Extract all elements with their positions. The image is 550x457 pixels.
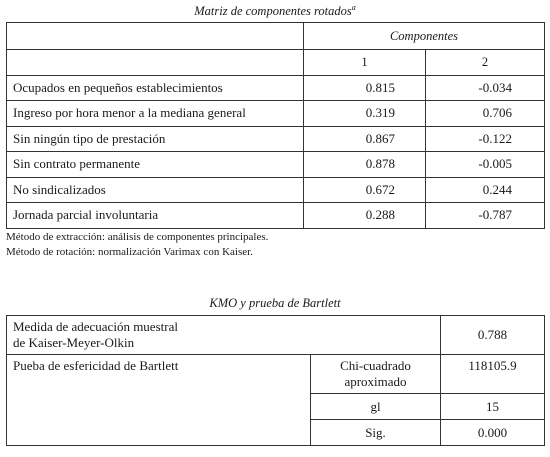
row-label: Jornada parcial involuntaria xyxy=(7,203,304,229)
rotated-matrix-title: Matriz de componentes rotados xyxy=(194,4,352,18)
component-1-value: 0.878 xyxy=(304,152,426,178)
caption-footnote-mark: a xyxy=(351,2,356,12)
table-row xyxy=(7,203,545,229)
kmo-label-line-2: de Kaiser-Meyer-Olkin xyxy=(13,335,135,350)
component-2-value: 0.244 xyxy=(426,177,545,203)
table-row xyxy=(7,152,545,178)
rotated-component-matrix-table xyxy=(6,22,545,229)
kmo-bartlett-table xyxy=(6,315,545,446)
component-2-value: -0.122 xyxy=(426,126,545,152)
row-label: Ingreso por hora menor a la mediana general xyxy=(7,101,304,127)
rotation-method-note: Método de rotación: normalización Varimax con Kaiser. xyxy=(6,246,253,258)
row-label: Ocupados en pequeños establecimientos xyxy=(7,75,304,101)
subheader-empty-cell xyxy=(7,50,304,76)
table-row xyxy=(7,126,545,152)
component-1-value: 0.288 xyxy=(304,203,426,229)
sig-value: 0.000 xyxy=(441,420,545,446)
table-notes xyxy=(6,230,268,260)
row-label: No sindicalizados xyxy=(7,177,304,203)
extraction-method-note: Método de extracción: análisis de componentes principales. xyxy=(6,231,269,243)
row-label: Sin ningún tipo de prestación xyxy=(7,126,304,152)
component-2-value: -0.787 xyxy=(426,203,545,229)
chi-square-label-line-1: Chi-cuadrado xyxy=(340,358,411,373)
chi-square-label-cell xyxy=(311,355,441,394)
component-2-value: 0.706 xyxy=(426,101,545,127)
chi-square-label-line-2: aproximado xyxy=(344,374,407,389)
component-1-header: 1 xyxy=(304,50,426,76)
component-2-value: -0.005 xyxy=(426,152,545,178)
kmo-row xyxy=(7,316,545,355)
component-1-value: 0.815 xyxy=(304,75,426,101)
table-row xyxy=(7,75,545,101)
kmo-bartlett-caption: KMO y prueba de Bartlett xyxy=(209,296,341,310)
rotated-matrix-caption xyxy=(0,4,550,18)
header-empty-cell xyxy=(7,23,304,50)
table-subheader-row xyxy=(7,50,545,76)
sig-label: Sig. xyxy=(311,420,441,446)
kmo-label-cell xyxy=(7,316,441,355)
kmo-label-line-1: Medida de adecuación muestral xyxy=(13,319,178,334)
gl-value: 15 xyxy=(441,394,545,420)
chi-square-value: 118105.9 xyxy=(441,355,545,394)
row-label: Sin contrato permanente xyxy=(7,152,304,178)
kmo-value: 0.788 xyxy=(441,316,545,355)
gl-label: gl xyxy=(311,394,441,420)
component-1-value: 0.672 xyxy=(304,177,426,203)
table-header-row xyxy=(7,23,545,50)
bartlett-label: Pueba de esfericidad de Bartlett xyxy=(7,355,311,446)
bartlett-chi-row xyxy=(7,355,545,394)
component-1-value: 0.319 xyxy=(304,101,426,127)
table-row xyxy=(7,177,545,203)
component-1-value: 0.867 xyxy=(304,126,426,152)
components-header: Componentes xyxy=(304,23,545,50)
component-2-value: -0.034 xyxy=(426,75,545,101)
table-row xyxy=(7,101,545,127)
component-2-header: 2 xyxy=(426,50,545,76)
